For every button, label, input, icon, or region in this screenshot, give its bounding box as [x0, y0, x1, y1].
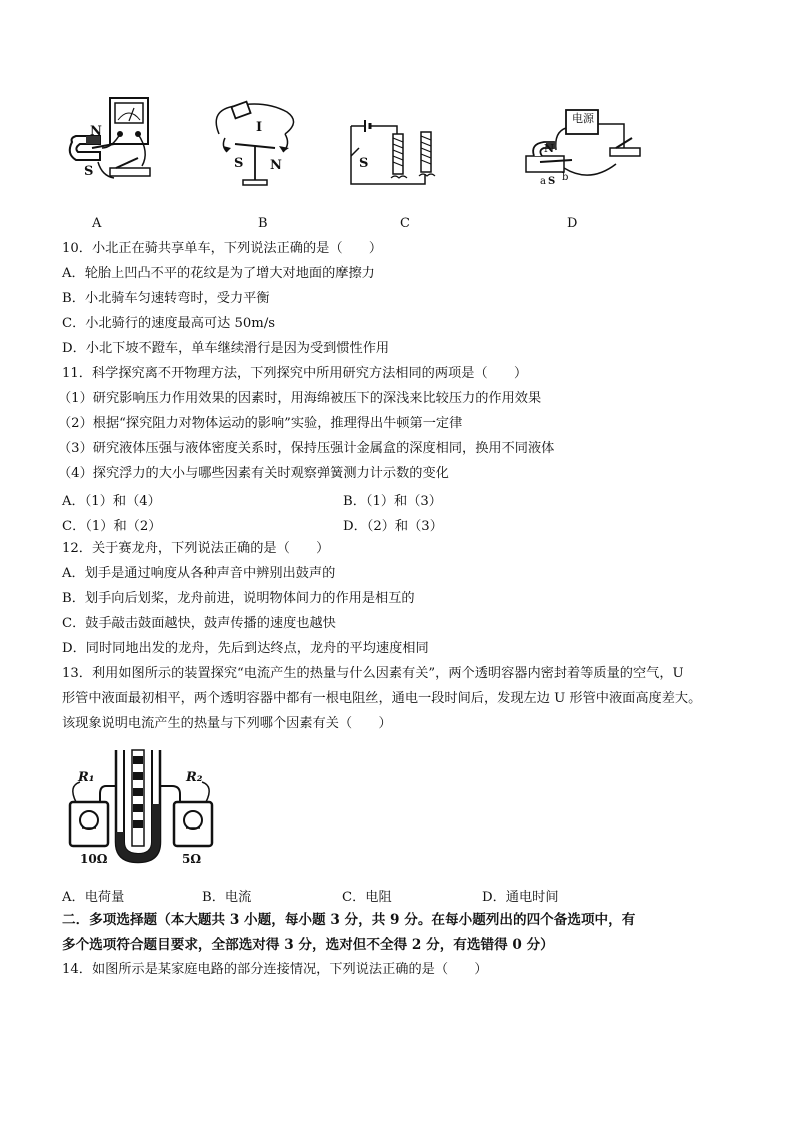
q13-option-a: A．电荷量 — [62, 890, 125, 905]
fig-label-d: D — [567, 216, 578, 231]
q13-stem-line-1: 13．利用如图所示的装置探究“电流产生的热量与什么因素有关”，两个透明容器内密封着等质量的空气，U — [62, 666, 684, 681]
fig-d-n: N — [544, 142, 555, 155]
section2-heading-line-1: 二．多项选择题（本大题共 3 小题，每小题 3 分，共 9 分。在每小题列出的四个备选项中，有 — [62, 912, 636, 928]
q13-stem-line-3: 该现象说明电流产生的热量与下列哪个因素有关（ ） — [62, 716, 392, 731]
q12-option-b: B．划手向后划桨，龙舟前进，说明物体间力的作用是相互的 — [62, 591, 415, 606]
fig-c-s: S — [359, 156, 369, 171]
q10-option-a: A．轮胎上凹凸不平的花纹是为了增大对地面的摩擦力 — [62, 266, 375, 281]
fig-d-b: b — [562, 172, 569, 183]
q11-item-4: （4）探究浮力的大小与哪些因素有关时观察弹簧测力计示数的变化 — [58, 466, 449, 481]
fig-label-a: A — [92, 216, 102, 231]
fig-label-c: C — [400, 216, 410, 231]
q10-stem: 10．小北正在骑共享单车，下列说法正确的是（ ） — [62, 241, 383, 256]
q11-item-2: （2）根据“探究阻力对物体运动的影响”实验，推理得出牛顿第一定律 — [58, 416, 463, 431]
q10-option-b: B．小北骑车匀速转弯时，受力平衡 — [62, 291, 270, 306]
figure-b — [205, 98, 305, 196]
fig-d-power: 电源 — [572, 112, 594, 125]
q12-option-d: D．同时同地出发的龙舟，先后到达终点，龙舟的平均速度相同 — [62, 641, 429, 656]
q10-option-c: C．小北骑行的速度最高可达 50m/s — [62, 316, 276, 331]
q12-option-a: A．划手是通过响度从各种声音中辨别出鼓声的 — [62, 566, 336, 581]
q11-item-1: （1）研究影响压力作用效果的因素时，用海绵被压下的深浅来比较压力的作用效果 — [58, 391, 542, 406]
q11-option-a: A．（1）和（4） — [62, 494, 161, 509]
q12-stem: 12．关于赛龙舟，下列说法正确的是（ ） — [62, 541, 330, 556]
figure-a — [62, 92, 162, 192]
q14-stem: 14．如图所示是某家庭电路的部分连接情况，下列说法正确的是（ ） — [62, 962, 488, 977]
q13-option-c: C．电阻 — [342, 890, 392, 905]
q13-option-d: D．通电时间 — [482, 890, 559, 905]
fig-b-s: S — [234, 156, 244, 171]
q13-right-resistance: 5Ω — [182, 852, 202, 866]
fig-a-n: N — [90, 124, 102, 139]
fig-label-b: B — [258, 216, 268, 231]
q13-stem-line-2: 形管中液面最初相平，两个透明容器中都有一根电阻丝，通电一段时间后，发现左边 U 形管中液面高度差大。 — [62, 691, 702, 706]
q13-left-resistance: 10Ω — [80, 852, 108, 866]
fig-d-a: a — [540, 176, 546, 187]
fig-a-s: S — [84, 164, 94, 179]
fig-b-n: N — [270, 158, 282, 173]
fig-b-i: I — [256, 120, 263, 135]
q11-option-d: D．（2）和（3） — [343, 519, 443, 534]
q13-r1-label: R₁ — [78, 770, 95, 785]
q13-r2-label: R₂ — [186, 770, 203, 785]
q11-option-b: B．（1）和（3） — [343, 494, 442, 509]
figure-c — [345, 112, 445, 192]
q11-item-3: （3）研究液体压强与液体密度关系时，保持压强计金属盒的深度相同，换用不同液体 — [58, 441, 555, 456]
q13-option-b: B．电流 — [202, 890, 252, 905]
q11-option-c: C．（1）和（2） — [62, 519, 162, 534]
q10-option-d: D．小北下坡不蹬车，单车继续滑行是因为受到惯性作用 — [62, 341, 390, 356]
fig-d-s: S — [548, 176, 556, 187]
section2-heading-line-2: 多个选项符合题目要求，全部选对得 3 分，选对但不全得 2 分，有选错得 0 分） — [62, 937, 554, 953]
q11-stem: 11．科学探究离不开物理方法，下列探究中所用研究方法相同的两项是（ ） — [62, 366, 528, 381]
q12-option-c: C．鼓手敲击鼓面越快，鼓声传播的速度也越快 — [62, 616, 336, 631]
